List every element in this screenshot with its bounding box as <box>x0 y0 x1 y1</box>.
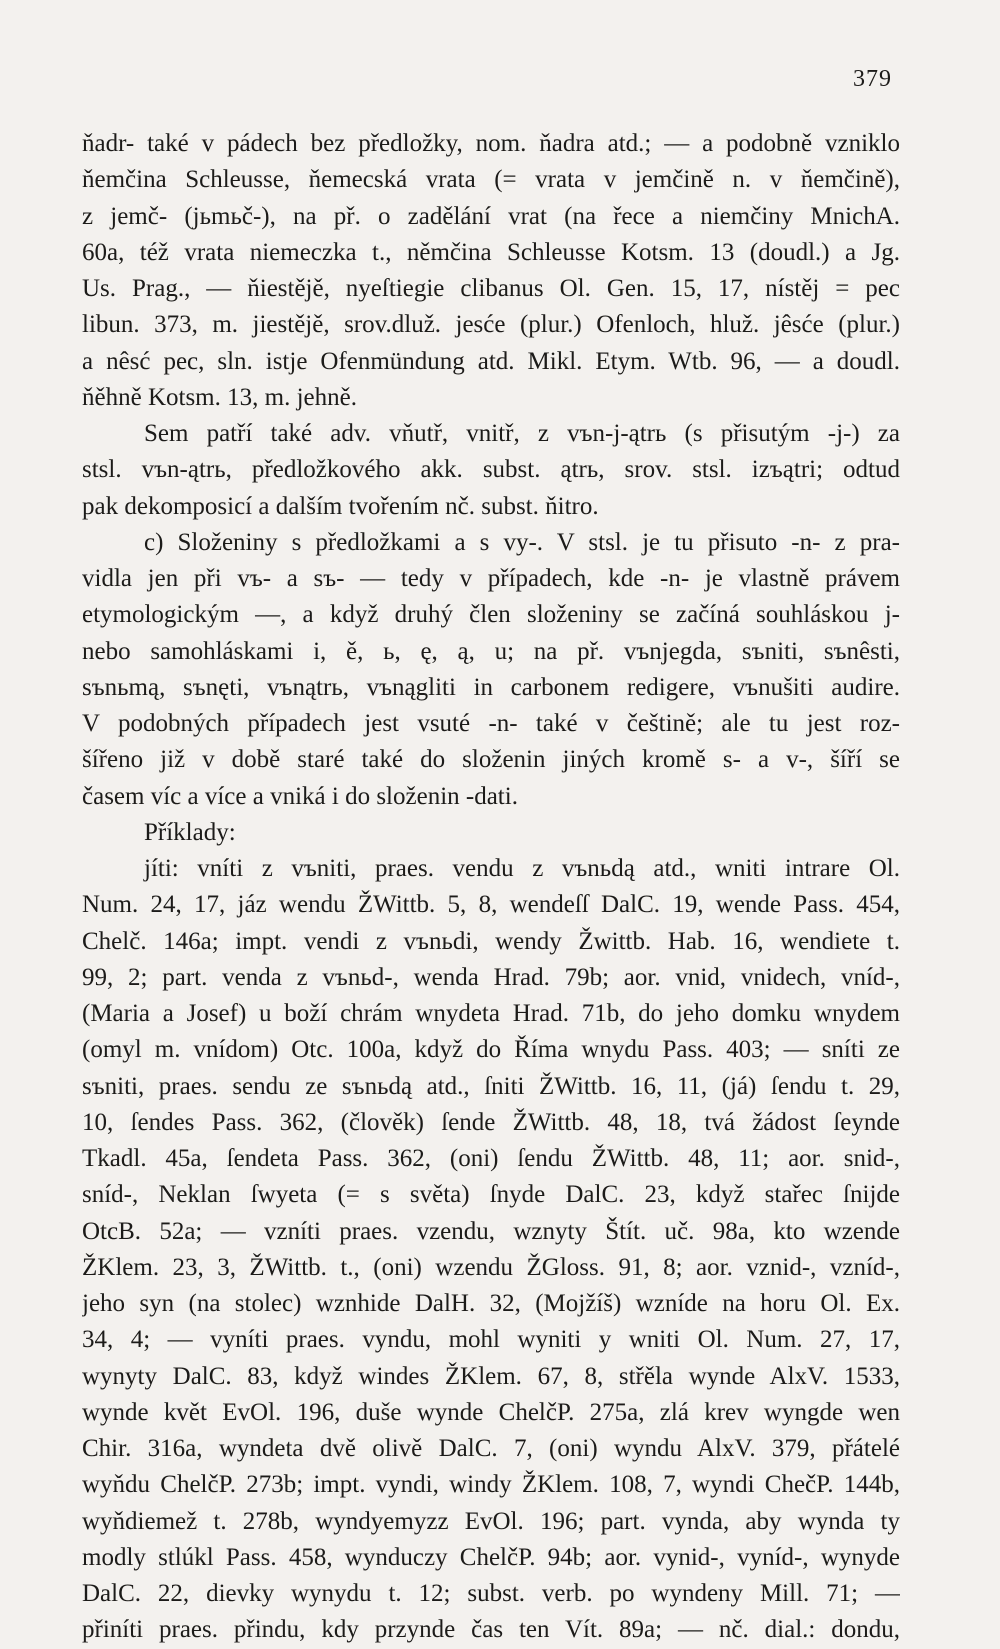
text-line: Sem patří také adv. vňutř, vnitř, z vъn-j-ątrь (s přisutým -j-) za <box>144 420 900 447</box>
text-line: etymologickým —, a když druhý člen složeniny se začíná souhláskou j- <box>82 601 900 629</box>
text-line: nebo samohláskami i, ě, ь, ę, ą, u; na př. vъnjegda, sъniti, sъnêsti, <box>82 637 900 665</box>
text-line: wynyty DalC. 83, když windes ŽKlem. 67, 8, střěla wynde AlxV. 1533, <box>82 1362 900 1390</box>
text-line: časem víc a více a vniká i do složenin -dati. <box>82 782 518 810</box>
text-line: Chir. 316a, wyndeta dvě olivě DalC. 7, (oni) wyndu AlxV. 379, přátelé <box>82 1435 900 1462</box>
text-line: Chelč. 146a; impt. vendi z vъnьdi, wendy Žwittb. Hab. 16, wendiete t. <box>82 927 900 955</box>
text-line: z jemč- (jьmьč-), na př. o zadělání vrat (na řece a niemčiny MnichA. <box>82 202 900 230</box>
text-line: Tkadl. 45a, ſendeta Pass. 362, (oni) ſendu ŽWittb. 48, 11; aor. snid-, <box>82 1145 900 1172</box>
text-line: a nêsć pec, sln. istje Ofenmündung atd. Mikl. Etym. Wtb. 96, — a doudl. <box>82 347 900 375</box>
text-line: libun. 373, m. jiestějě, srov.dluž. jesće (plur.) Ofenloch, hluž. jêsće (plur.) <box>82 311 900 339</box>
text-line: modly stlúkl Pass. 458, wynduczy ChelčP. 94b; aor. vynid-, vyníd-, wynyde <box>82 1543 900 1571</box>
text-line: přiníti praes. přindu, kdy przynde čas ten Vít. 89a; — nč. dial.: dondu, <box>82 1616 900 1644</box>
body-text <box>82 126 900 1649</box>
text-line: Us. Prag., — ňiestějě, nyeſtiegie clibanus Ol. Gen. 15, 17, nístěj = pec <box>82 275 900 302</box>
page-number: 379 <box>853 66 892 92</box>
text-line: pak dekomposicí a dalším tvořením nč. subst. ňitro. <box>82 492 599 520</box>
text-line: sníd-, Neklan ſwyeta (= s světa) ſnyde DalC. 23, když stařec ſnijde <box>82 1181 900 1209</box>
text-line: ňadr- také v pádech bez předložky, nom. ňadra atd.; — a podobně vzniklo <box>82 130 900 157</box>
text-line: jíti: vníti z vъniti, praes. vendu z vъnьdą atd., wniti intrare Ol. <box>144 855 900 882</box>
text-line: šířeno již v době staré také do složenin jiných kromě s- a v-, šíří se <box>82 746 900 774</box>
text-line: OtcB. 52a; — vzníti praes. vzendu, wznyty Štít. uč. 98a, kto wzende <box>82 1217 900 1245</box>
text-line: V podobných případech jest vsuté -n- také v češtině; ale tu jest roz- <box>82 710 900 737</box>
text-line: (omyl m. vnídom) Otc. 100a, když do Říma wnydu Pass. 403; — sníti ze <box>82 1036 900 1064</box>
text-line: Příklady: <box>144 818 236 846</box>
text-line: Num. 24, 17, jáz wendu ŽWittb. 5, 8, wendeſſ DalC. 19, wende Pass. 454, <box>82 891 900 919</box>
text-line: 34, 4; — vyníti praes. vyndu, mohl wyniti y wniti Ol. Num. 27, 17, <box>82 1326 900 1354</box>
text-line: ŽKlem. 23, 3, ŽWittb. t., (oni) wzendu ŽGloss. 91, 8; aor. vznid-, vzníd-, <box>82 1253 900 1281</box>
text-line: 99, 2; part. venda z vъnьd-, wenda Hrad. 79b; aor. vnid, vnidech, vníd-, <box>82 963 900 991</box>
text-line: ňěhně Kotsm. 13, m. jehně. <box>82 383 357 411</box>
text-line: c) Složeniny s předložkami a s vy-. V stsl. je tu přisuto -n- z pra- <box>144 528 900 556</box>
text-line: wynde květ EvOl. 196, duše wynde ChelčP. 275a, zlá krev wyngde wen <box>82 1398 900 1426</box>
text-line: wyňdu ChelčP. 273b; impt. vyndi, windy ŽKlem. 108, 7, wyndi ChečP. 144b, <box>82 1471 900 1499</box>
text-line: sъnьmą, sъnęti, vъnątrь, vъnągliti in carbonem redigere, vъnušiti audire. <box>82 673 900 701</box>
text-line: sъniti, praes. sendu ze sъnьdą atd., ſniti ŽWittb. 16, 11, (já) ſendu t. 29, <box>82 1072 900 1100</box>
text-line: vidla jen při vъ- a sъ- — tedy v případech, kde -n- je vlastně právem <box>82 565 900 592</box>
text-line: 60a, též vrata niemeczka t., němčina Schleusse Kotsm. 13 (doudl.) a Jg. <box>82 238 900 266</box>
text-line: wyňdiemež t. 278b, wyndyemyzz EvOl. 196; part. vynda, aby wynda ty <box>82 1507 900 1535</box>
text-line: (Maria a Josef) u boží chrám wnydeta Hrad. 71b, do jeho domku wnydem <box>82 1000 900 1027</box>
text-line: jeho syn (na stolec) wznhide DalH. 32, (Mojžíš) wzníde na horu Ol. Ex. <box>82 1290 900 1317</box>
text-line: 10, ſendes Pass. 362, (člověk) ſende ŽWittb. 48, 18, tvá žádost ſeynde <box>82 1108 900 1136</box>
text-line: stsl. vъn-ątrь, předložkového akk. subst. ątrь, srov. stsl. izъątri; odtud <box>82 456 900 484</box>
text-line: DalC. 22, dievky wynydu t. 12; subst. verb. po wyndeny Mill. 71; — <box>82 1580 900 1607</box>
text-line: ňemčina Schleusse, ňemecská vrata (= vrata v jemčině n. v ňemčině), <box>82 166 900 194</box>
